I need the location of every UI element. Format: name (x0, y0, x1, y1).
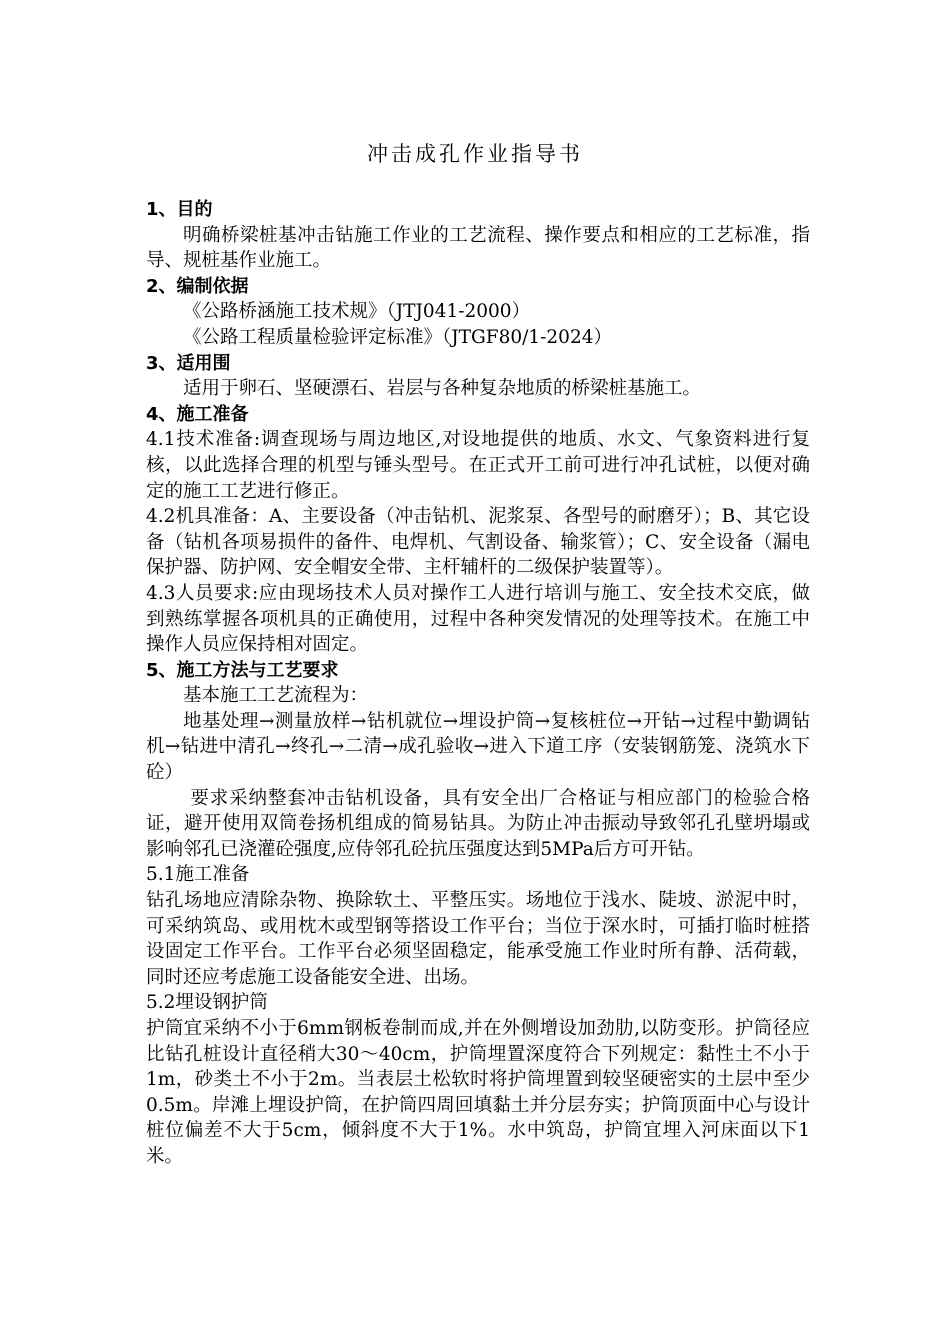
paragraph-5-1: 钻孔场地应清除杂物、换除软土、平整压实。场地位于浅水、陡坡、淤泥中时，可采纳筑岛、或用枕木或型钢等搭设工作平台；当位于深水时，可插打临时桩搭设固定工作平台。工作平台必须坚固稳定，能承受施工作业时所有静、活荷载，同时还应考虑施工设备能安全进、出场。 (146, 890, 810, 988)
reference-item-2: 《公路工程质量检验评定标准》（JTGF80/1-2024） (183, 326, 612, 348)
process-flow: 地基处理→测量放样→钻机就位→埋设护筒→复核桩位→开钻→过程中勤调钻机→钻进中清孔→终孔→二清→成孔验收→进入下道工序（安装钢筋笼、浇筑水下砼） (146, 710, 810, 784)
subsection-heading-5-2: 5.2埋设钢护筒 (146, 992, 268, 1014)
document-title: 冲击成孔作业指导书 (367, 142, 583, 166)
section-purpose-text: 明确桥梁桩基冲击钻施工作业的工艺流程、操作要点和相应的工艺标准，指导、规桩基作业施工。 (146, 224, 810, 272)
document-body (146, 197, 810, 1170)
section-scope-text: 适用于卵石、坚硬漂石、岩层与各种复杂地质的桥梁桩基施工。 (183, 378, 702, 400)
section-heading-purpose: 1、目的 (146, 199, 213, 220)
paragraph-4-2: 4.2机具准备：A、主要设备（冲击钻机、泥浆泵、各型号的耐磨牙）；B、其它设备（钻机各项易损件的备件、电焊机、气割设备、输浆管）；C、安全设备（漏电保护器、防护网、安全帽安全带、主杆辅杆的二级保护装置等）。 (146, 506, 810, 579)
process-intro: 基本施工工艺流程为： (183, 685, 369, 707)
paragraph-4-1: 4.1技术准备:调查现场与周边地区,对设地提供的地质、水文、气象资料进行复核，以此选择合理的机型与锤头型号。在正式开工前可进行冲孔试桩，以便对确定的施工工艺进行修正。 (146, 429, 810, 502)
section-heading-scope: 3、适用围 (146, 352, 231, 374)
section-heading-method: 5、施工方法与工艺要求 (146, 659, 339, 681)
section-heading-basis: 2、编制依据 (146, 275, 249, 297)
paragraph-5-2: 护筒宜采纳不小于6mm钢板卷制而成,并在外侧增设加劲肋,以防变形。护筒径应比钻孔桩设计直径稍大30～40cm，护筒埋置深度符合下列规定：黏性土不小于1m，砂类土不小于2m。当表层土松软时将护筒埋置到较坚硬密实的土层中至少0.5m。岸滩上埋设护筒，在护筒四周回填黏土并分层夯实；护筒顶面中心与设计桩位偏差不大于5cm，倾斜度不大于1%。水中筑岛，护筒宜埋入河床面以下1米。 (146, 1018, 810, 1167)
equipment-requirement: 要求采纳整套冲击钻机设备，具有安全出厂合格证与相应部门的检验合格证，避开使用双筒卷扬机组成的简易钻具。为防止冲击振动导致邻孔孔壁坍塌或影响邻孔已浇灌砼强度,应侍邻孔砼抗压强度达到5MPa后方可开钻。 (146, 787, 810, 860)
paragraph-4-3: 4.3人员要求:应由现场技术人员对操作工人进行培训与施工、安全技术交底，做到熟练掌握各项机具的正确使用，过程中各种突发情况的处理等技术。在施工中操作人员应保持相对固定。 (146, 582, 810, 656)
section-heading-preparation: 4、施工准备 (146, 403, 249, 425)
subsection-heading-5-1: 5.1施工准备 (146, 864, 250, 886)
reference-item-1: 《公路桥涵施工技术规》（JTJ041-2000） (183, 301, 531, 323)
